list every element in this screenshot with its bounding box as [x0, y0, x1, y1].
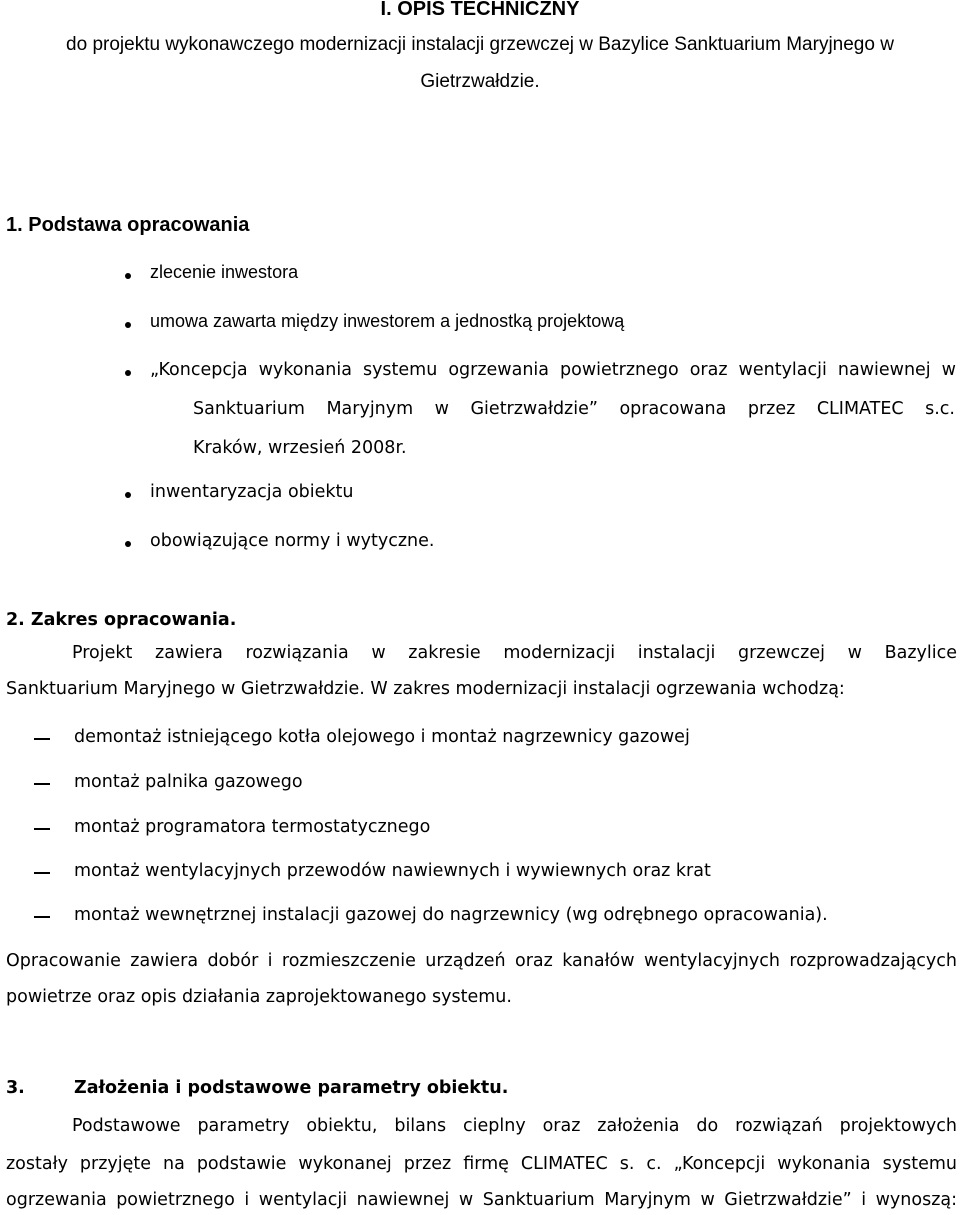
section1-heading: 1. Podstawa opracowania [6, 214, 250, 236]
list-item-continuation: Kraków, wrzesień 2008r. [193, 438, 407, 458]
list-item: obowiązujące normy i wytyczne. [150, 531, 435, 551]
section2-paragraph-line1: Projekt zawiera rozwiązania w zakresie modernizacji instalacji grzewczej w Bazylice [72, 643, 957, 663]
document-subtitle-line2: Gietrzwałdzie. [420, 71, 540, 92]
list-item: demontaż istniejącego kotła olejowego i montaż nagrzewnicy gazowej [74, 727, 690, 747]
list-item: montaż wentylacyjnych przewodów nawiewnych i wywiewnych oraz krat [74, 861, 711, 881]
list-item: „Koncepcja wykonania systemu ogrzewania powietrznego oraz wentylacji nawiewnej w [150, 360, 956, 380]
section3-heading: Założenia i podstawowe parametry obiektu. [74, 1078, 509, 1098]
section3-paragraph-line1: Podstawowe parametry obiektu, bilans cieplny oraz założenia do rozwiązań projektowych [72, 1116, 957, 1136]
section3-paragraph-line2: zostały przyjęte na podstawie wykonanej przez firmę CLIMATEC s. c. „Koncepcji wykonania systemu [6, 1154, 957, 1174]
list-item: montaż programatora termostatycznego [74, 817, 431, 837]
list-item: montaż wewnętrznej instalacji gazowej do nagrzewnicy (wg odrębnego opracowania). [74, 905, 828, 925]
bullet-icon [125, 541, 131, 547]
section3-number: 3. [6, 1078, 25, 1098]
section2-heading: 2. Zakres opracowania. [6, 610, 237, 630]
document-subtitle-line1: do projektu wykonawczego modernizacji instalacji grzewczej w Bazylice Sanktuarium Maryjnego w [66, 34, 894, 55]
bullet-icon [125, 492, 131, 498]
section2-summary-line1: Opracowanie zawiera dobór i rozmieszczenie urządzeń oraz kanałów wentylacyjnych rozprowadzających [6, 951, 957, 971]
list-item: montaż palnika gazowego [74, 772, 303, 792]
bullet-icon [125, 370, 131, 376]
section2-paragraph-line2: Sanktuarium Maryjnego w Gietrzwałdzie. W zakres modernizacji instalacji ogrzewania wchodzą: [6, 679, 845, 699]
list-item-continuation: Sanktuarium Maryjnym w Gietrzwałdzie” opracowana przez CLIMATEC s.c. [193, 399, 955, 419]
list-item: umowa zawarta między inwestorem a jednostką projektową [150, 311, 625, 331]
dash-icon [34, 738, 50, 740]
section2-summary-line2: powietrze oraz opis działania zaprojektowanego systemu. [6, 987, 512, 1007]
dash-icon [34, 783, 50, 785]
dash-icon [34, 916, 50, 918]
list-item: inwentaryzacja obiektu [150, 482, 354, 502]
document-title: I. OPIS TECHNICZNY [380, 0, 580, 20]
dash-icon [34, 828, 50, 830]
section3-paragraph-line3: ogrzewania powietrznego i wentylacji nawiewnej w Sanktuarium Maryjnym w Gietrzwałdzie” i wynoszą: [6, 1190, 957, 1210]
list-item: zlecenie inwestora [150, 262, 299, 282]
dash-icon [34, 872, 50, 874]
bullet-icon [125, 273, 131, 279]
bullet-icon [125, 322, 131, 328]
